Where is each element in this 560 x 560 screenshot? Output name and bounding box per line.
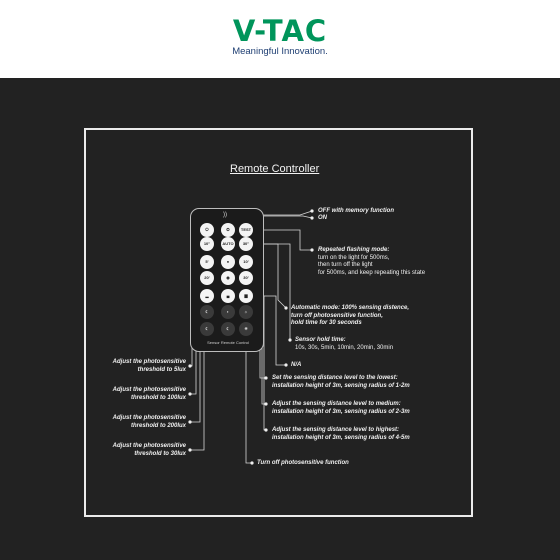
na-button[interactable] bbox=[221, 255, 235, 269]
note-flash bbox=[318, 247, 425, 277]
hold-5min-button[interactable]: 5' bbox=[200, 255, 214, 269]
note-distance-medium bbox=[272, 401, 410, 416]
callout-dot-auto bbox=[284, 306, 287, 309]
note-lux-100 bbox=[113, 387, 186, 402]
callout-dot-flash bbox=[310, 248, 313, 251]
note-distance-high bbox=[272, 427, 410, 442]
photo-function-button[interactable] bbox=[239, 322, 253, 336]
distance-low-button[interactable] bbox=[200, 289, 214, 303]
remote-caption: Sensor Remote Control bbox=[207, 340, 249, 345]
on-button[interactable] bbox=[221, 223, 235, 237]
note-lux-100-line-2: threshold to 100lux bbox=[130, 394, 186, 401]
sun-icon: ☀ bbox=[244, 326, 248, 331]
hold-30min-button[interactable]: 30' bbox=[239, 271, 253, 285]
lux-200-button[interactable] bbox=[200, 322, 214, 336]
note-hold-line-2: 10s, 30s, 5min, 10min, 20min, 30min bbox=[295, 344, 394, 351]
bars-medium-icon: ▄ bbox=[226, 293, 230, 298]
note-flash-line-4: for 500ms, and keep repeating this state bbox=[318, 269, 426, 276]
ir-sensor-icon: )) bbox=[223, 212, 227, 218]
note-off-line: OFF with memory function bbox=[318, 208, 394, 214]
bars-high-icon: ▆ bbox=[244, 293, 248, 298]
note-lux-30 bbox=[113, 443, 186, 458]
callout-dot-hold bbox=[288, 338, 291, 341]
power-on-icon: ⏼ bbox=[226, 227, 230, 232]
sensor-mode-button[interactable] bbox=[221, 271, 235, 285]
sun-icon: ☼ bbox=[244, 309, 248, 314]
note-flash-line-2: turn on the light for 500ms, bbox=[318, 254, 390, 261]
note-distance-high-line-1: Adjust the sensing distance level to highest: bbox=[272, 427, 400, 433]
callout-dot-photo-off bbox=[250, 461, 253, 464]
half-sun-icon: ◐ bbox=[226, 309, 230, 314]
moon-icon: ☾ bbox=[205, 326, 209, 331]
callout-dot-30lux bbox=[188, 448, 191, 451]
note-distance-high-line-2: installation height of 3m, sensing radius of 4-5m bbox=[272, 434, 410, 441]
diagram-title: Remote Controller bbox=[230, 163, 320, 175]
note-distance-medium-line-2: installation height of 3m, sensing radius of 2-3m bbox=[272, 408, 410, 415]
note-na bbox=[291, 362, 301, 370]
note-distance-medium-line-1: Adjust the sensing distance level to medium: bbox=[272, 401, 401, 407]
note-off bbox=[318, 208, 394, 216]
callout-dot-5lux bbox=[188, 364, 191, 367]
note-lux-100-line-1: Adjust the photosensitive bbox=[112, 387, 186, 393]
hold-10min-button[interactable]: 10' bbox=[239, 255, 253, 269]
note-lux-5-line-1: Adjust the photosensitive bbox=[112, 359, 186, 365]
moon-icon: ☾ bbox=[205, 309, 209, 314]
brand-name: V-TAC bbox=[232, 14, 328, 48]
photo-off-button[interactable] bbox=[239, 305, 253, 319]
note-lux-30-line-2: threshold to 30lux bbox=[134, 450, 186, 457]
callout-dot-100lux bbox=[188, 392, 191, 395]
bars-low-icon: ▂ bbox=[205, 293, 209, 298]
note-auto-line-2: turn off photosensitive function, bbox=[291, 312, 383, 319]
off-button[interactable] bbox=[200, 223, 214, 237]
note-on bbox=[318, 215, 327, 223]
note-lux-200-line-2: threshold to 200lux bbox=[130, 422, 186, 429]
note-lux-200 bbox=[113, 415, 186, 430]
note-auto-line-3: hold time for 30 seconds bbox=[291, 320, 362, 326]
note-na-line: N/A bbox=[291, 362, 302, 368]
callout-dot-200lux bbox=[188, 420, 191, 423]
callout-dot-low bbox=[264, 376, 267, 379]
note-photo-off-line: Turn off photosensitive function bbox=[257, 460, 349, 466]
note-distance-low-line-1: Set the sensing distance level to the lowest: bbox=[272, 375, 398, 381]
lux-30-button[interactable] bbox=[221, 322, 235, 336]
distance-high-button[interactable] bbox=[239, 289, 253, 303]
note-auto-line-1: Automatic mode: 100% sensing distence, bbox=[291, 305, 410, 311]
note-flash-line-1: Repeated flashing mode: bbox=[318, 247, 390, 253]
hold-30s-button[interactable]: 30" bbox=[239, 237, 253, 251]
note-flash-line-3: then turn off the light bbox=[318, 262, 373, 268]
callout-dot-high bbox=[264, 428, 267, 431]
lux-100-button[interactable] bbox=[221, 305, 235, 319]
note-lux-30-line-1: Adjust the photosensitive bbox=[112, 443, 186, 449]
distance-medium-button[interactable] bbox=[221, 289, 235, 303]
callout-dot-on bbox=[310, 216, 313, 219]
callout-dot-na bbox=[284, 363, 287, 366]
eye-icon: ◉ bbox=[226, 275, 230, 280]
moon-icon: ☾ bbox=[226, 326, 230, 331]
callout-dot-off bbox=[310, 209, 313, 212]
note-on-line: ON bbox=[318, 215, 327, 221]
power-off-icon: ⏻ bbox=[205, 227, 209, 232]
note-lux-5 bbox=[113, 359, 186, 374]
test-button[interactable]: TEST bbox=[239, 223, 253, 237]
note-distance-low-line-2: installation height of 3m, sensing radius of 1-2m bbox=[272, 382, 410, 389]
lux-5-button[interactable] bbox=[200, 305, 214, 319]
note-auto bbox=[291, 305, 409, 328]
na-icon: ● bbox=[226, 259, 230, 264]
note-lux-200-line-1: Adjust the photosensitive bbox=[112, 415, 186, 421]
hold-20min-button[interactable]: 20' bbox=[200, 271, 214, 285]
auto-button[interactable]: AUTO bbox=[221, 237, 235, 251]
note-photo-off bbox=[257, 460, 349, 468]
brand-tagline: Meaningful Innovation. bbox=[232, 46, 328, 57]
callout-dot-medium bbox=[264, 402, 267, 405]
note-hold-line-1: Sensor hold time: bbox=[295, 337, 346, 343]
note-hold bbox=[295, 337, 393, 352]
hold-10s-button[interactable]: 10" bbox=[200, 237, 214, 251]
note-distance-low bbox=[272, 375, 410, 390]
note-lux-5-line-2: threshold to 5lux bbox=[137, 366, 186, 373]
